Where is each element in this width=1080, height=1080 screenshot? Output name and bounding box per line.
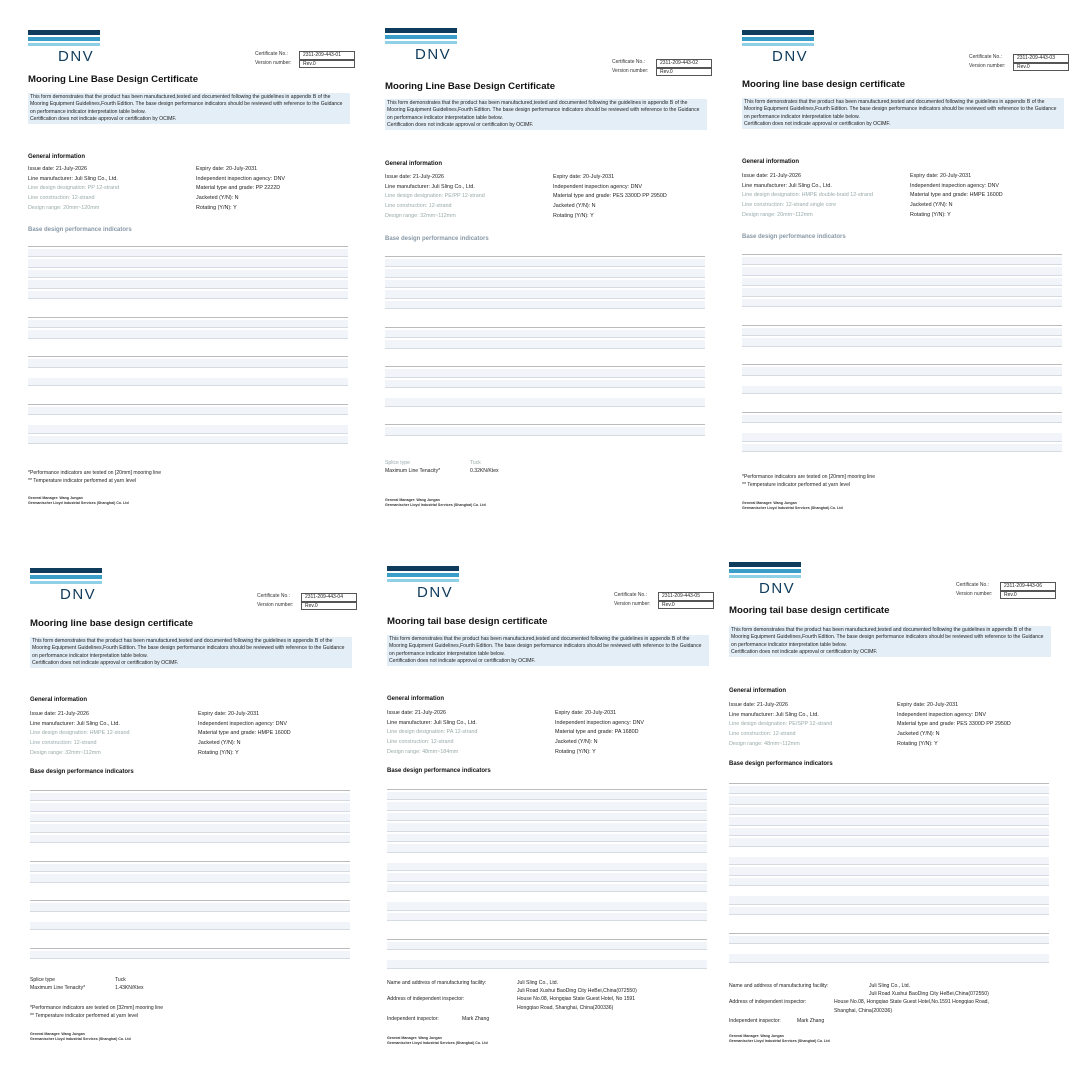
footnotes: *Performance indicators are tested on [20mm] mooring line ** Temperature indicator performed at yarn level: [28, 470, 162, 484]
performance-table: [742, 246, 1062, 454]
dnv-logo: DNV: [772, 48, 809, 65]
certificate-title: Mooring tail base design certificate: [387, 616, 548, 627]
dnv-logo-bars: [385, 28, 457, 46]
certificate-number: 2311-209-443-01: [299, 51, 355, 60]
version-number: Rev.0: [301, 602, 357, 611]
certificate-2: [385, 28, 720, 515]
dnv-logo: DNV: [60, 586, 97, 603]
footnotes: *Performance indicators are tested on [32mm] mooring line ** Temperature indicator performed at yarn level: [30, 1005, 164, 1019]
certificate-number: 2311-209-443-05: [658, 592, 714, 601]
version-number: Rev.0: [658, 601, 714, 610]
general-information: Issue date: 21-July-2026 Expiry date: 20-July-2031 Line manufacturer: Juli Sling Co., Ltd. Independent inspection agency: DNV Line design designation: HMPE 12-strand Material type and grade: HMPE 1600D Line construction: 12-strand Jacketed (Y/N): N Design range: 32mm~112mm Rotating (Y/N): Y: [30, 711, 291, 756]
version-number: Rev.0: [1013, 63, 1069, 72]
general-information-heading: General information: [385, 161, 443, 167]
footnotes: *Performance indicators are tested on [20mm] mooring line ** Temperature indicator performed at yarn level: [742, 474, 876, 488]
intro-text: This form demonstrates that the product has been manufactured,tested and documented following the guidelines in appendix B of the Mooring Equipment Guidelines,Fourth Edition. The base design performance indicators should be reviewed with reference to the Guidance on performance indicator interpretation table below. Certification does not indicate approval or certification by OCIMF.: [28, 93, 350, 124]
general-information-heading: General information: [30, 697, 88, 703]
dnv-logo-bars: [742, 30, 814, 48]
performance-indicators-heading: Base design performance indicators: [729, 761, 833, 767]
signature: General Manager: Wang Jungan Germanischer Lloyd Industrial Services (Shanghai) Co. Ltd: [385, 498, 486, 507]
dnv-logo-bars: [30, 568, 102, 586]
performance-table: [28, 238, 348, 446]
intro-text: This form demonstrates that the product has been manufactured,tested and documented following the guidelines in appendix B of the Mooring Equipment Guidelines,Fourth Edition. The base design performance indicators should be reviewed with reference to the Guidance on performance indicator interpretation table below. Certification does not indicate approval or certification by OCIMF.: [729, 626, 1051, 657]
general-information-heading: General information: [387, 696, 445, 702]
general-information: Issue date: 21-July-2026 Expiry date: 20-July-2031 Line manufacturer: Juli Sling Co., Ltd. Independent inspection agency: DNV Line design designation: PE/PP 12-strand Material type and grade: PES 3300D PP 2950D Line construction: 12-strand Jacketed (Y/N): N Design range: 32mm~112mm Rotating (Y/N): Y: [385, 174, 667, 219]
facility-information: Name and address of manufacturing facility: Juli Sling Co., Ltd. Juli Road Xushui BaoDing City HeBei,China(072550) Address of independent inspector: House No.08, Hongqiao State Guest Hotel,No.1591 Hongqiao Road, Shanghai, China(200336) Independent inspector: Mark Zhang: [729, 983, 989, 1024]
certificate-number-box: Certificate No.: 2311-209-443-06 Version number: Rev.0: [956, 582, 1056, 599]
certificate-5: [387, 566, 722, 1048]
certificate-6: [729, 562, 1064, 1048]
certificate-1: [28, 30, 363, 515]
dnv-logo: DNV: [415, 46, 452, 63]
splice-and-tenacity: Splice type Tuck Maximum Line Tenacity* 1.43KN/Ktex: [30, 977, 144, 991]
performance-indicators-heading: Base design performance indicators: [28, 227, 132, 233]
general-information: Issue date: 21-July-2026 Expiry date: 20-July-2031 Line manufacturer: Juli Sling Co., Ltd. Independent inspection agency: DNV Line design designation: HMPE double-braid 12-strand Material type and grade: HMPE 1600D Line construction: 12-strand single core Jacketed (Y/N): N Design range: 20mm~112mm Rotating (Y/N): Y: [742, 173, 1003, 218]
certificate-4: [30, 568, 365, 1048]
intro-text: This form demonstrates that the product has been manufactured,tested and documented following the guidelines in appendix B of the Mooring Equipment Guidelines,Fourth Edition. The base design performance indicators should be reviewed with reference to the Guidance on performance indicator interpretation table below. Certification does not indicate approval or certification by OCIMF.: [385, 99, 707, 130]
certificate-number-box: Certificate No.: 2311-209-443-01 Version number: Rev.0: [255, 51, 355, 68]
signature: General Manager: Wang Jungan Germanischer Lloyd Industrial Services (Shanghai) Co. Ltd: [28, 496, 129, 505]
performance-indicators-heading: Base design performance indicators: [742, 234, 846, 240]
certificate-title: Mooring tail base design certificate: [729, 605, 890, 616]
facility-information: Name and address of manufacturing facility: Juli Sling Co., Ltd. Juli Road Xushui BaoDing City HeBei,China(072550) Address of independent inspector: House No.08, Hongqiao State Guest Hotel, No 1591 Hongqiao Road, Shanghai, China(200336) Independent inspector: Mark Zhang: [387, 980, 637, 1022]
version-number: Rev.0: [1000, 591, 1056, 600]
intro-text: This form demonstrates that the product has been manufactured,tested and documented following the guidelines in appendix B of the Mooring Equipment Guidelines,Fourth Edition. The base design performance indicators should be reviewed with reference to the Guidance on performance indicator interpretation table below. Certification does not indicate approval or certification by OCIMF.: [387, 635, 709, 666]
certificate-number-box: Certificate No.: 2311-209-443-04 Version number: Rev.0: [257, 593, 357, 610]
dnv-logo-bars: [28, 30, 100, 48]
version-number: Rev.0: [656, 68, 712, 77]
dnv-logo: DNV: [417, 584, 454, 601]
performance-table: [729, 775, 1049, 965]
certificate-title: Mooring line base design certificate: [742, 79, 906, 90]
signature: General Manager: Wang Jungan Germanischer Lloyd Industrial Services (Shanghai) Co. Ltd: [387, 1036, 488, 1045]
performance-table: [30, 782, 350, 961]
certificate-number: 2311-209-443-02: [656, 59, 712, 68]
general-information: Issue date: 21-July-2026 Expiry date: 20-July-2031 Line manufacturer: Juli Sling Co., Ltd. Independent inspection agency: DNV Line design designation: PE/SPP 12-strand Material type and grade: PES 3300D PP 2950D Line construction: 12-strand Jacketed (Y/N): N Design range: 48mm~112mm Rotating (Y/N): Y: [729, 702, 1011, 747]
certificate-number-box: Certificate No.: 2311-209-443-02 Version number: Rev.0: [612, 59, 712, 76]
certificate-3: [742, 30, 1077, 515]
dnv-logo: DNV: [58, 48, 95, 65]
certificate-title: Mooring line base design certificate: [30, 618, 194, 629]
performance-indicators-heading: Base design performance indicators: [30, 769, 134, 775]
general-information-heading: General information: [28, 154, 86, 160]
signature: General Manager: Wang Jungan Germanischer Lloyd Industrial Services (Shanghai) Co. Ltd: [742, 501, 843, 510]
performance-table: [387, 781, 707, 971]
general-information-heading: General information: [742, 159, 800, 165]
signature: General Manager: Wang Jungan Germanischer Lloyd Industrial Services (Shanghai) Co. Ltd: [729, 1034, 830, 1043]
signature: General Manager: Wang Jungan Germanischer Lloyd Industrial Services (Shanghai) Co. Ltd: [30, 1032, 131, 1041]
certificate-title: Mooring Line Base Design Certificate: [385, 81, 556, 92]
performance-indicators-heading: Base design performance indicators: [385, 236, 489, 242]
certificate-number: 2311-209-443-03: [1013, 54, 1069, 63]
certificate-number: 2311-209-443-04: [301, 593, 357, 602]
version-number: Rev.0: [299, 60, 355, 69]
intro-text: This form demonstrates that the product has been manufactured,tested and documented following the guidelines in appendix B of the Mooring Equipment Guidelines,Fourth Edition. The base design performance indicators should be reviewed with reference to the Guidance on performance indicator interpretation table below. Certification does not indicate approval or certification by OCIMF.: [30, 637, 352, 668]
dnv-logo: DNV: [759, 580, 796, 597]
general-information: Issue date: 21-July-2026 Expiry date: 20-July-2031 Line manufacturer: Juli Sling Co., Ltd. Independent inspection agency: DNV Line design designation: PP 12-strand Material type and grade: PP 2222D Line construction: 12-strand Jacketed (Y/N): N Design range: 20mm~120mm Rotating (Y/N): Y: [28, 166, 286, 211]
certificate-number-box: Certificate No.: 2311-209-443-03 Version number: Rev.0: [969, 54, 1069, 71]
dnv-logo-bars: [729, 562, 801, 580]
dnv-logo-bars: [387, 566, 459, 584]
intro-text: This form demonstrates that the product has been manufactured,tested and documented following the guidelines in appendix B of the Mooring Equipment Guidelines,Fourth Edition. The base design performance indicators should be reviewed with reference to the Guidance on performance indicator interpretation table below. Certification does not indicate approval or certification by OCIMF.: [742, 98, 1064, 129]
performance-indicators-heading: Base design performance indicators: [387, 768, 491, 774]
general-information-heading: General information: [729, 688, 787, 694]
performance-table: [385, 248, 705, 438]
splice-and-tenacity: Splice type Tuck Maximum Line Tenacity* 0.32KN/Ktex: [385, 460, 499, 474]
general-information: Issue date: 21-July-2026 Expiry date: 20-July-2031 Line manufacturer: Juli Sling Co., Ltd. Independent inspection agency: DNV Line design designation: PA 12-strand Material type and grade: PA 1680D Line construction: 12-strand Jacketed (Y/N): N Design range: 48mm~184mm Rotating (Y/N): Y: [387, 710, 645, 755]
certificate-number: 2311-209-443-06: [1000, 582, 1056, 591]
certificate-number-box: Certificate No.: 2311-209-443-05 Version number: Rev.0: [614, 592, 714, 609]
certificate-title: Mooring Line Base Design Certificate: [28, 74, 199, 85]
